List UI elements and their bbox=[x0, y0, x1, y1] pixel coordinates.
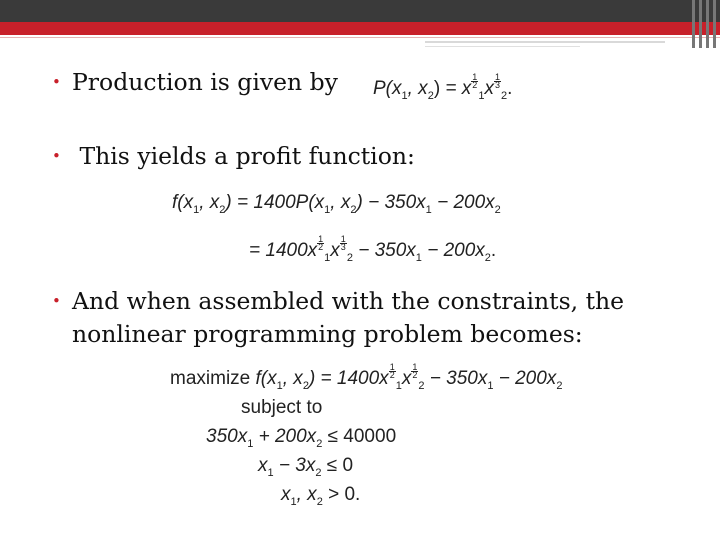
profit-equation-line2: = 1400x $\frac{1}{2}$ $_1$x $\frac{1}{3}$ $_2 - 350x_1 - 200x_2$. bbox=[249, 234, 497, 264]
divider-line bbox=[425, 41, 665, 43]
bullet-text: This yields a profit function: bbox=[72, 142, 415, 170]
divider-line bbox=[425, 46, 580, 47]
bullet-nlp-continuation: nonlinear programming problem becomes: bbox=[72, 320, 583, 348]
divider-line bbox=[0, 37, 720, 38]
constraint-ratio: $x_1 - 3x_2 \le 0$ bbox=[258, 455, 354, 479]
production-equation: $P(x_1$, $x_2) = x$ $\frac{1}{2}$ $_1$x $\frac{1}{3}$ $_2$. bbox=[373, 72, 513, 102]
bullet-text: Production is given by bbox=[72, 68, 338, 96]
constraint-nonnegativity: $x_1$, $x_2 > 0$. bbox=[281, 484, 361, 508]
bullet-nlp bbox=[52, 287, 624, 315]
constraint-budget: $350x_1 + 200x_2 \le 40000$ bbox=[206, 426, 397, 450]
nlp-objective: maximize $f(x_1$, $x_2) = 1400x$ $\frac{1}{2}$ $_1$x $\frac{1}{2}$ $_2 - 350x_1 - 200x_2$ bbox=[170, 362, 563, 392]
slide-accent-bar bbox=[0, 22, 720, 35]
corner-stripes bbox=[690, 0, 720, 48]
profit-equation-line1: $f(x_1$, $x_2) = 1400P(x_1$, $x_2) - 350x_1 - 200x_2$ bbox=[172, 192, 501, 216]
bullet-profit bbox=[52, 142, 415, 170]
bullet-text: And when assembled with the constraints, the bbox=[72, 287, 625, 315]
bullet-dot: • bbox=[52, 147, 61, 165]
bullet-dot: • bbox=[52, 73, 61, 91]
bullet-production bbox=[52, 68, 338, 96]
nlp-subject-to: subject to bbox=[241, 397, 323, 418]
bullet-dot: • bbox=[52, 292, 61, 310]
slide-top-bar bbox=[0, 0, 720, 22]
